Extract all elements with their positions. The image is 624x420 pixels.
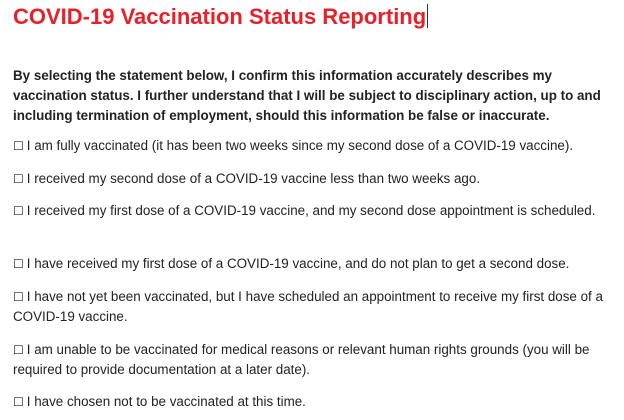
checkbox-empty-icon[interactable]: ☐ bbox=[13, 139, 24, 153]
option-label: I received my second dose of a COVID-19 vaccine less than two weeks ago. bbox=[26, 171, 481, 186]
status-option-second-dose-recent[interactable] bbox=[13, 169, 480, 189]
text-cursor bbox=[427, 4, 428, 28]
checkbox-empty-icon[interactable]: ☐ bbox=[13, 257, 24, 271]
page-title-text: COVID-19 Vaccination Status Reporting bbox=[13, 4, 427, 29]
status-option-first-dose-only[interactable] bbox=[13, 254, 569, 274]
status-option-appointment-scheduled[interactable] bbox=[13, 287, 613, 327]
title-row bbox=[13, 0, 613, 34]
option-label: I have received my first dose of a COVID-19 vaccine, and do not plan to get a second dose. bbox=[26, 256, 570, 271]
status-option-first-dose-scheduled[interactable] bbox=[13, 201, 595, 221]
checkbox-empty-icon[interactable]: ☐ bbox=[13, 172, 24, 186]
status-option-exemption[interactable] bbox=[13, 340, 613, 380]
document-body bbox=[13, 0, 613, 409]
checkbox-empty-icon[interactable]: ☐ bbox=[13, 395, 24, 409]
option-label: I received my first dose of a COVID-19 vaccine, and my second dose appointment is scheduled. bbox=[26, 203, 596, 218]
checkbox-empty-icon[interactable]: ☐ bbox=[13, 290, 24, 304]
checkbox-empty-icon[interactable]: ☐ bbox=[13, 204, 24, 218]
confirmation-statement: By selecting the statement below, I confirm this information accurately describes my vaccination status. I further understand that I will be subject to disciplinary action, up to and including termination of employment, should this information be false or inaccurate. bbox=[13, 68, 601, 123]
checkbox-empty-icon[interactable]: ☐ bbox=[13, 343, 24, 357]
option-label: I am unable to be vaccinated for medical reasons or relevant human rights grounds (you will be required to provide documentation at a later date). bbox=[13, 342, 590, 377]
status-option-fully-vaccinated[interactable] bbox=[13, 136, 573, 156]
option-label: I have not yet been vaccinated, but I have scheduled an appointment to receive my first dose of a COVID-19 vaccine. bbox=[13, 289, 603, 324]
status-option-not-vaccinated[interactable] bbox=[13, 392, 306, 412]
option-label: I am fully vaccinated (it has been two weeks since my second dose of a COVID-19 vaccine). bbox=[26, 138, 574, 153]
page-title[interactable] bbox=[13, 4, 428, 30]
option-label: I have chosen not to be vaccinated at this time. bbox=[26, 394, 306, 409]
